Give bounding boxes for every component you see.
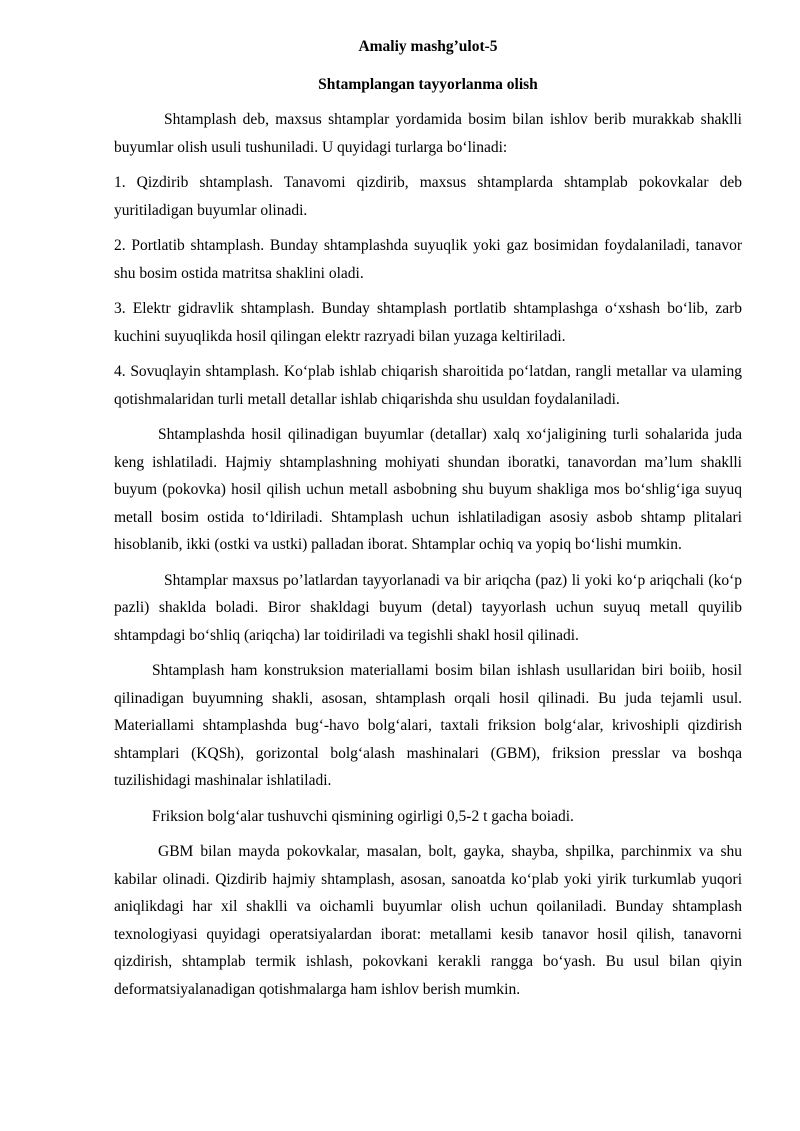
paragraph-type-4: 4. Sovuqlayin shtamplash. Ko‘plab ishlab chiqarish sharoitida po‘latdan, rangli metallar va ulaming qotishmalaridan turli metall detallar ishlab chiqarishda shu usuldan foydalaniladi.	[114, 363, 742, 408]
paragraph-gbm: GBM bilan mayda pokovkalar, masalan, bolt, gayka, shayba, shpilka, parchinmix va shu kabilar olinadi. Qizdirib hajmiy shtamplash, asosan, sanoatda ko‘plab yoki yirik turkumlab yuqori aniqlikdagi har xil shaklli va oichamli buyumlar olish uchun qoilaniladi. Bunday shtamplash texnologiyasi quyidagi operatsiyalardan iborat: metallami kesib tanavor hosil qilish, tanavorni qizdirish, shtamplab termik ishlash, pokovkani kerakli rangga bo‘yash. Bu usul bilan qiyin deformatsiyalanadigan qotishmalarga ham ishlov berish mumkin.	[114, 843, 742, 998]
document-subtitle: Shtamplangan tayyorlanma olish	[318, 76, 538, 93]
paragraph-type-3: 3. Elektr gidravlik shtamplash. Bunday shtamplash portlatib shtamplashga o‘xshash bo‘lib, zarb kuchini suyuqlikda hosil qilingan elektr razryadi bilan yuzaga keltiriladi.	[114, 300, 742, 345]
paragraph-machines: Shtamplash ham konstruksion materiallami bosim bilan ishlash usullaridan biri boiib, hosil qilinadigan buyumning shakli, asosan, shtamplash orqali hosil qilinadi. Bu juda tejamli usul. Materiallami shtamplashda bug‘-havo bolg‘alari, taxtali friksion bolg‘alar, krivoshipli qizdirish shtamplari (KQSh), gorizontal bolg‘alash mashinalari (GBM), friksion presslar va boshqa tuzilishidagi mashinalar ishlatiladi.	[114, 662, 742, 789]
paragraph-type-1: 1. Qizdirib shtamplash. Tanavomi qizdirib, maxsus shtamplarda shtamplab pokovkalar deb yuritiladigan buyumlar olinadi.	[114, 174, 742, 219]
document-title: Amaliy mashg’ulot-5	[358, 38, 498, 55]
paragraph-type-2: 2. Portlatib shtamplash. Bunday shtamplashda suyuqlik yoki gaz bosimidan foydalaniladi, tanavor shu bosim ostida matritsa shaklini oladi.	[114, 237, 742, 282]
paragraph-friction-hammers: Friksion bolg‘alar tushuvchi qismining ogirligi 0,5-2 t gacha boiadi.	[152, 807, 574, 825]
paragraph-stamps: Shtamplar maxsus po’latlardan tayyorlanadi va bir ariqcha (paz) li yoki ko‘p ariqchali (ko‘p pazli) shaklda boladi. Biror shakldagi buyum (detal) tayyorlash uchun suyuq metall quyilib shtampdagi bo‘shliq (ariqcha) lar toidiriladi va tegishli shakl hosil qilinadi.	[114, 571, 742, 644]
paragraph-usage: Shtamplashda hosil qilinadigan buyumlar (detallar) xalq xo‘jaligining turli sohalarida juda keng ishlatiladi. Hajmiy shtamplashning mohiyati shundan iboratki, tanavordan ma’lum shaklli buyum (pokovka) hosil qilish uchun metall asbobning shu buyum shakliga mos bo‘shlig‘iga suyuq metall bosim ostida to‘ldiriladi. Shtamplash uchun ishlatiladigan asosiy asbob shtamp plitalari hisoblanib, ikki (ostki va ustki) palladan iborat. Shtamplar ochiq va yopiq bo‘lishi mumkin.	[114, 426, 742, 553]
document-page	[114, 36, 742, 1003]
paragraph-intro: Shtamplash deb, maxsus shtamplar yordamida bosim bilan ishlov berib murakkab shaklli buyumlar olish usuli tushuniladi. U quyidagi turlarga bo‘linadi:	[114, 111, 742, 156]
